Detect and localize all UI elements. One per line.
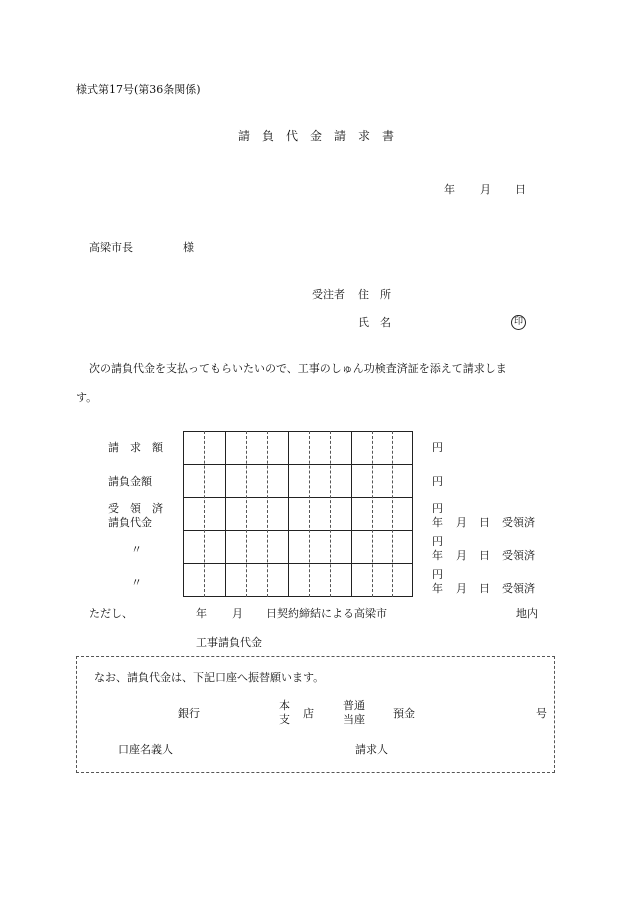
grid-line: [183, 596, 413, 597]
received-label-2: 請負代金: [108, 516, 152, 529]
grid-line: [183, 497, 413, 498]
received-month: 月: [456, 582, 467, 595]
date-year-label: 年: [444, 183, 455, 196]
page-title: 請 負 代 金 請 求 書: [238, 129, 395, 143]
received-text: 受領済: [502, 582, 535, 595]
date-day-label: 日: [515, 183, 526, 196]
received-text: 受領済: [502, 516, 535, 529]
date-month-label: 月: [480, 183, 491, 196]
yen-label-4: 円: [432, 535, 443, 548]
store-label: 店: [303, 707, 314, 720]
yen-label-5: 円: [432, 568, 443, 581]
account-holder-label: 口座名義人: [118, 743, 173, 756]
proviso-contract-text: 日契約締結による高梁市: [266, 607, 387, 620]
request-amount-label: 請 求 額: [108, 441, 163, 454]
current-label: 当座: [343, 713, 365, 726]
deposit-label: 預金: [393, 707, 415, 720]
grid-line: [204, 431, 205, 597]
grid-line: [183, 530, 413, 531]
intro-line-2: す。: [76, 391, 98, 404]
proviso-year: 年: [196, 607, 207, 620]
grid-line: [183, 464, 413, 465]
grid-line: [372, 431, 373, 597]
received-year: 年: [432, 549, 443, 562]
grid-line: [246, 431, 247, 597]
requester-label: 請求人: [355, 743, 388, 756]
bank-note: なお、請負代金は、下記口座へ振替願います。: [94, 671, 325, 684]
bank-label: 銀行: [178, 707, 200, 720]
grid-line: [309, 431, 310, 597]
proviso-month: 月: [232, 607, 243, 620]
grid-line: [183, 431, 413, 432]
amount-grid: [183, 431, 413, 597]
seal-text: 印: [513, 317, 523, 327]
work-cost-label: 工事請負代金: [196, 636, 262, 649]
received-day: 日: [479, 516, 490, 529]
grid-line: [330, 431, 331, 597]
received-day: 日: [479, 582, 490, 595]
received-year: 年: [432, 516, 443, 529]
proviso-prefix: ただし、: [89, 607, 133, 620]
ordinary-label: 普通: [343, 699, 365, 712]
grid-line: [183, 563, 413, 564]
received-year: 年: [432, 582, 443, 595]
honorific: 様: [183, 241, 194, 254]
proviso-area: 地内: [516, 607, 538, 620]
grid-line: [412, 431, 413, 597]
name-label: 氏 名: [358, 316, 391, 329]
intro-line-1: 次の請負代金を支払ってもらいたいので、工事のしゅん功検査済証を添えて請求しま: [89, 362, 507, 375]
main-branch-label: 本: [279, 699, 290, 712]
address-label: 住 所: [358, 288, 391, 301]
grid-line: [351, 431, 352, 597]
addressee: 高梁市長: [89, 241, 133, 254]
contract-amount-label: 請負金額: [108, 475, 152, 488]
form-number: 様式第17号(第36条関係): [76, 83, 201, 96]
account-number-label: 号: [536, 707, 547, 720]
contractor-label: 受注者: [312, 288, 345, 301]
branch-label: 支: [279, 713, 290, 726]
yen-label-1: 円: [432, 441, 443, 454]
received-month: 月: [456, 516, 467, 529]
grid-line: [225, 431, 226, 597]
grid-line: [288, 431, 289, 597]
grid-line: [183, 431, 184, 597]
yen-label-3: 円: [432, 502, 443, 515]
ditto-mark-2: 〃: [131, 576, 142, 589]
grid-line: [267, 431, 268, 597]
seal-icon: [511, 315, 526, 330]
received-month: 月: [456, 549, 467, 562]
ditto-mark-1: 〃: [131, 543, 142, 556]
received-label-1: 受 領 済: [108, 502, 163, 515]
received-day: 日: [479, 549, 490, 562]
grid-line: [392, 431, 393, 597]
yen-label-2: 円: [432, 475, 443, 488]
received-text: 受領済: [502, 549, 535, 562]
